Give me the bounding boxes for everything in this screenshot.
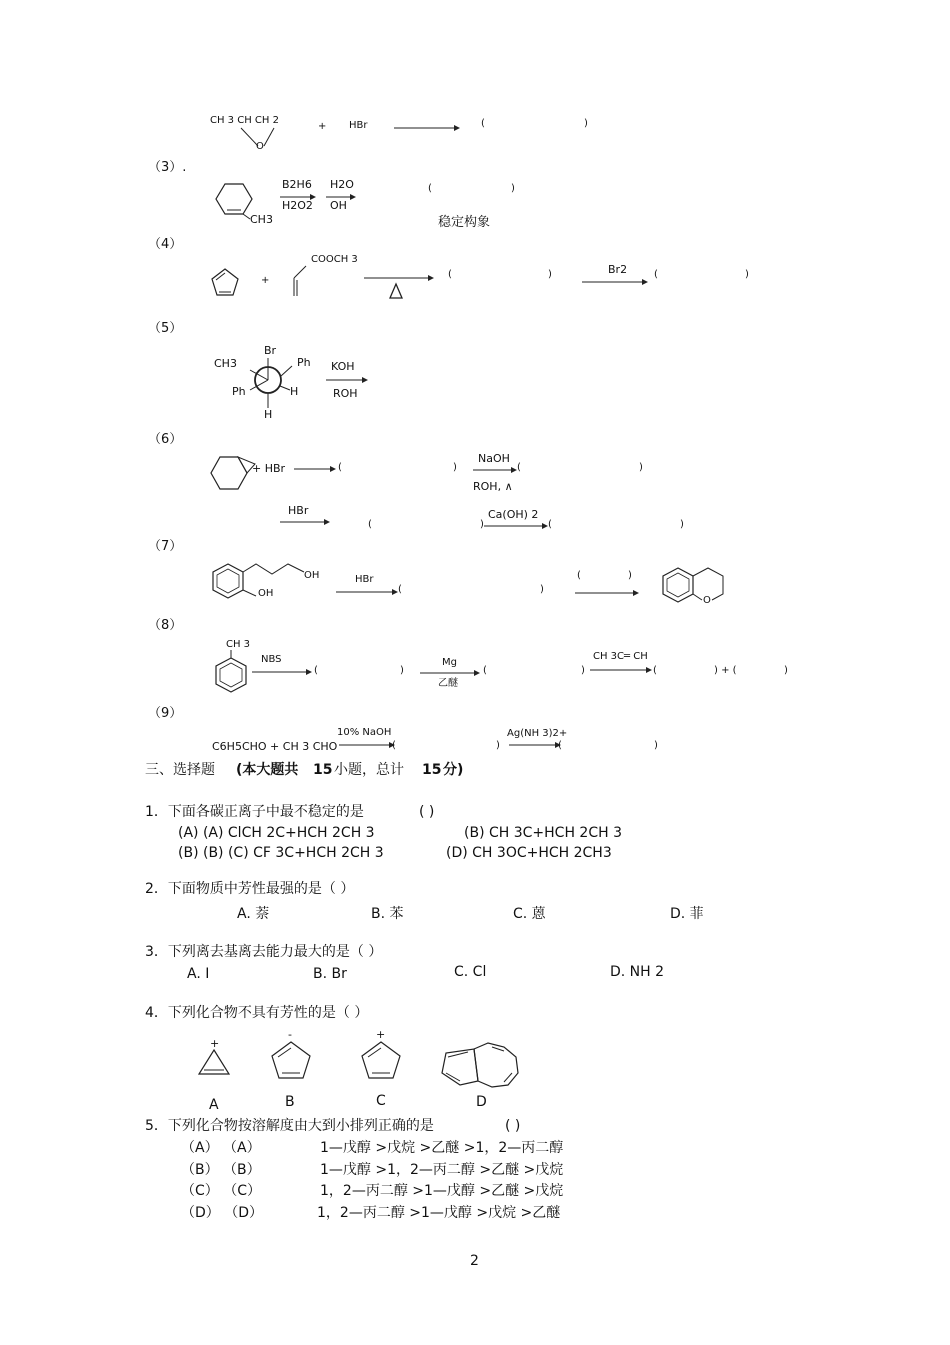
reaction-number-3: （3）. [148, 160, 187, 175]
reagent-oh: OH [330, 199, 347, 212]
answer-paren-close: ) [680, 519, 684, 530]
option-b-label: （B） （B） [181, 1162, 261, 1178]
question-3-stem: 3．下列离去基离去能力最大的是（ ） [145, 944, 383, 960]
cyclopropenyl-cation-structure [196, 1048, 232, 1078]
reaction-number-8: （8） [148, 618, 183, 633]
plus-sign: + [261, 275, 270, 286]
option-b: B. 苯 [371, 906, 404, 922]
ester-label: COOCH 3 [311, 254, 358, 265]
option-c-label: （C） （C） [181, 1183, 262, 1199]
reagent-roh-heat: ROH, ∧ [473, 480, 513, 493]
answer-paren-close: ) [400, 665, 404, 676]
answer-paren-open: ( [428, 183, 432, 194]
aldol-reactants: C6H5CHO + CH 3 CHO [212, 740, 338, 753]
cyclopentadienyl-cation-structure [360, 1040, 402, 1080]
plus-hbr: + HBr [252, 462, 286, 475]
answer-paren-open: ( [654, 269, 658, 280]
reagent-koh: KOH [331, 360, 355, 373]
option-d: D. NH 2 [610, 964, 665, 980]
reaction-arrow [326, 376, 368, 384]
option-c: 1，2—丙二醇 >1—戊醇 >乙醚 >戊烷 [320, 1183, 564, 1199]
answer-paren-close: ) [784, 665, 788, 676]
cation-charge: + [210, 1037, 220, 1050]
cation-charge: + [376, 1028, 386, 1041]
answer-paren-open: ( [314, 665, 318, 676]
reagent-naoh: NaOH [478, 452, 510, 465]
hydrogen-label: H [290, 385, 299, 398]
answer-paren-open: ( [577, 570, 581, 581]
reagent-propyne: CH 3C═ CH [593, 651, 648, 662]
answer-paren-close: ) [480, 519, 484, 530]
answer-paren-open: ( [368, 519, 372, 530]
answer-blank: ( ) [505, 1118, 521, 1134]
reaction-arrow [484, 522, 548, 530]
answer-paren-close: ) [496, 740, 500, 751]
plus-sign: + [318, 121, 327, 132]
answer-paren-close: ) [745, 269, 749, 280]
reaction-arrow [252, 668, 312, 676]
phenyl-label: Ph [297, 356, 311, 369]
reaction-number-5: （5） [148, 321, 183, 336]
reaction-arrow [280, 518, 330, 526]
option-d: D. 菲 [670, 906, 704, 922]
option-a: 1—戊醇 >戊烷 >乙醚 >1，2—丙二醇 [320, 1140, 564, 1156]
answer-paren-open: ( [558, 740, 562, 751]
section-heading-total-label: 小题，总计 [334, 762, 404, 778]
option-b: B. Br [313, 966, 347, 982]
answer-paren-close: ) [540, 584, 544, 595]
reagent-b2h6: B2H6 [282, 178, 312, 191]
azulene-structure [436, 1041, 522, 1089]
reagent-ether: 乙醚 [438, 678, 458, 689]
question-2-stem: 2．下面物质中芳性最强的是（ ） [145, 881, 355, 897]
methyl-label: CH 3 [226, 639, 251, 650]
option-c: (B) (B) (C) CF 3C+HCH 2CH 3 [178, 845, 384, 861]
question-4-stem: 4．下列化合物不具有芳性的是（ ） [145, 1005, 369, 1021]
cyclopentadienyl-anion-structure [270, 1040, 312, 1080]
reagent-hbr: HBr [349, 120, 368, 131]
epoxide-formula: CH 3 CH CH 2 [210, 115, 279, 126]
option-a: A. I [187, 966, 210, 982]
reaction-number-9: （9） [148, 706, 183, 721]
heat-arrow [364, 272, 434, 302]
question-5-stem: 5．下列化合物按溶解度由大到小排列正确的是 [145, 1118, 434, 1134]
section-heading-count: 15 [313, 762, 333, 778]
answer-paren-open: ( [338, 462, 342, 473]
option-a-label: （A） （A） [181, 1140, 261, 1156]
reaction-arrow [394, 124, 460, 132]
reaction-number-6: （6） [148, 432, 183, 447]
anion-charge: - [288, 1028, 292, 1041]
reaction-arrow [336, 588, 398, 596]
hydroxyl-label: OH [304, 570, 320, 581]
reaction-arrow [294, 465, 336, 473]
answer-paren-close: ) [639, 462, 643, 473]
option-d: (D) CH 3OC+HCH 2CH3 [446, 845, 612, 861]
cyclopentadiene-structure [210, 268, 240, 298]
page-number: 2 [470, 1253, 479, 1269]
methyl-label: CH3 [250, 213, 273, 226]
reaction-arrow [473, 466, 517, 474]
reaction-arrow [420, 669, 480, 677]
answer-paren-open: ( [517, 462, 521, 473]
answer-paren-open: ( [398, 584, 402, 595]
answer-paren-close: ) [584, 118, 588, 129]
option-c: C. Cl [454, 964, 487, 980]
answer-paren-open: ( [653, 665, 657, 676]
option-d-label: （D） （D） [181, 1205, 264, 1221]
answer-paren-close: ) [548, 269, 552, 280]
reaction-arrow [590, 666, 652, 674]
reaction-arrow [509, 741, 561, 749]
reagent-naoh: 10% NaOH [337, 727, 392, 738]
methyl-acrylate-structure [290, 264, 310, 298]
section-heading: 三、选择题 [145, 762, 215, 778]
phenyl-label: Ph [232, 385, 246, 398]
answer-paren-open: ( [483, 665, 487, 676]
answer-blank: ( ) [419, 804, 435, 820]
answer-paren-open: ( [548, 519, 552, 530]
section-heading-unit: 分) [443, 762, 464, 778]
answer-paren-close: ) [628, 570, 632, 581]
option-b: (B) CH 3C+HCH 2CH 3 [464, 825, 622, 841]
reaction-number-7: （7） [148, 539, 183, 554]
reaction-arrow [339, 741, 395, 749]
methylcyclohexene-structure [214, 183, 254, 217]
reaction-arrow [582, 278, 648, 286]
answer-paren-open: ( [392, 740, 396, 751]
reagent-mg: Mg [442, 657, 457, 668]
answer-paren-close: ) [453, 462, 457, 473]
option-b: 1—戊醇 >1，2—丙二醇 >乙醚 >戊烷 [320, 1162, 564, 1178]
option-a: A. 萘 [237, 906, 270, 922]
chromane-structure [662, 566, 728, 606]
section-heading-count-label: (本大题共 [236, 762, 299, 778]
option-a: (A) (A) ClCH 2C+HCH 2CH 3 [178, 825, 375, 841]
hydroxyl-label: OH [258, 588, 274, 599]
reaction-number-4: （4） [148, 237, 183, 252]
ring-oxygen: O [703, 595, 711, 606]
newman-projection [242, 356, 302, 412]
hydrogen-label: H [264, 408, 273, 421]
methyl-label: CH3 [214, 357, 237, 370]
option-b-label: B [285, 1094, 295, 1110]
option-c: C. 蒽 [513, 906, 546, 922]
toluene-structure [214, 650, 248, 692]
answer-paren-close: ) [654, 740, 658, 751]
bicycloheptane-structure [210, 456, 258, 492]
reagent-hbr: HBr [355, 574, 374, 585]
reagent-hbr: HBr [288, 504, 309, 517]
bromo-label: Br [264, 344, 277, 357]
reaction-arrow [575, 589, 639, 597]
answer-paren-close: ) [581, 665, 585, 676]
answer-paren-close: ) [511, 183, 515, 194]
option-a-label: A [209, 1097, 219, 1113]
answer-paren-open: ( [481, 118, 485, 129]
stable-conformation-note: 稳定构象 [438, 215, 491, 230]
answer-paren-open: ( [448, 269, 452, 280]
option-d: 1，2—丙二醇 >1—戊醇 >戊烷 >乙醚 [317, 1205, 561, 1221]
reagent-h2o2: H2O2 [282, 199, 313, 212]
option-d-label: D [476, 1094, 487, 1110]
answer-paren-separator: ) + ( [714, 665, 737, 676]
reagent-nbs: NBS [261, 654, 282, 665]
epoxide-oxygen: O [256, 141, 264, 152]
option-c-label: C [376, 1093, 386, 1109]
reagent-caoh2: Ca(OH) 2 [488, 508, 539, 521]
section-heading-score: 15 [422, 762, 442, 778]
reagent-tollens: Ag(NH 3)2+ [507, 728, 568, 739]
reagent-br2: Br2 [608, 263, 628, 276]
reagent-roh: ROH [333, 387, 358, 400]
question-1-stem: 1．下面各碳正离子中最不稳定的是 [145, 804, 364, 820]
reagent-h2o: H2O [330, 178, 354, 191]
